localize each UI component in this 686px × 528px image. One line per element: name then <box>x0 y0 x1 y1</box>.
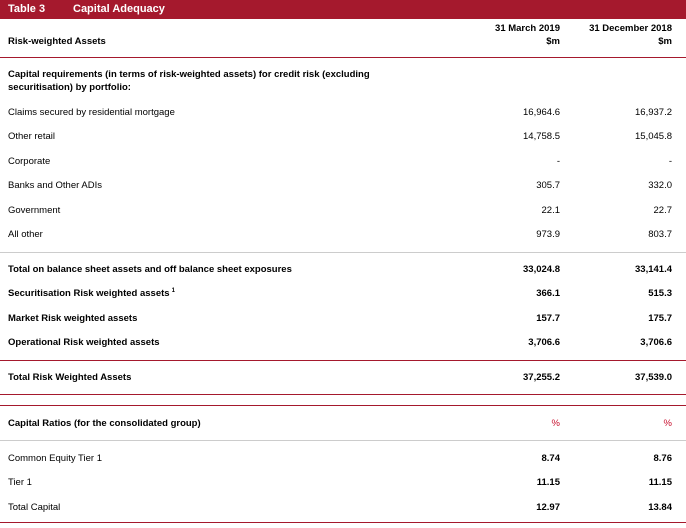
table-row-label: Government <box>8 205 61 216</box>
col1-date-header: 31 March 2019 <box>495 23 560 34</box>
table-row-label: Tier 1 <box>8 477 32 488</box>
table-row-value-2018: 22.7 <box>653 205 672 216</box>
table-row-label: Market Risk weighted assets <box>8 313 138 324</box>
table-row-value-2018: 3,706.6 <box>640 337 672 348</box>
table-bottom-rule <box>0 522 686 523</box>
table-row-value-2019: 12.97 <box>536 502 560 513</box>
credit-section-heading-1: Capital requirements (in terms of risk-weighted assets) for credit risk (excluding <box>8 69 370 80</box>
table-row-value-2018: - <box>668 156 672 167</box>
table-row-value-2019: 305.7 <box>536 180 560 191</box>
col2-unit-header: $m <box>658 36 672 47</box>
table-row-value-2019: 22.1 <box>541 205 560 216</box>
table-row-label: Banks and Other ADIs <box>8 180 102 191</box>
table-row-value-2018: 13.84 <box>648 502 672 513</box>
table-row-label: Other retail <box>8 131 55 142</box>
table-row-label <box>8 288 175 299</box>
ratios-divider <box>0 440 686 441</box>
table-row-value-2019: 11.15 <box>536 477 560 488</box>
header-divider <box>0 57 686 58</box>
credit-section-heading-2: securitisation) by portfolio: <box>8 82 131 93</box>
table-row-value-2018: 515.3 <box>648 288 672 299</box>
table-row-label: Corporate <box>8 156 51 167</box>
securitisation-label: Securitisation Risk weighted assets <box>8 288 170 299</box>
table-row-value-2018: 332.0 <box>648 180 672 191</box>
table-row-label: Operational Risk weighted assets <box>8 337 160 348</box>
section-divider <box>0 252 686 253</box>
table-row-value-2019: 33,024.8 <box>523 264 560 275</box>
table-row-value-2018: 803.7 <box>648 229 672 240</box>
table-title-bar <box>0 0 686 19</box>
col2-date-header: 31 December 2018 <box>589 23 672 34</box>
table-row-value-2018: 11.15 <box>648 477 672 488</box>
table-row-label: Claims secured by residential mortgage <box>8 107 175 118</box>
ratios-top-rule <box>0 405 686 406</box>
total-rwa-label: Total Risk Weighted Assets <box>8 372 132 383</box>
row-label-header: Risk-weighted Assets <box>8 36 106 47</box>
ratios-unit-2019: % <box>551 418 560 429</box>
total-rwa-value-2018: 37,539.0 <box>635 372 672 383</box>
table-row-value-2019: 3,706.6 <box>528 337 560 348</box>
table-number: Table 3 <box>8 3 46 15</box>
total-rwa-bottom-rule <box>0 394 686 395</box>
table-row-label: Total Capital <box>8 502 61 513</box>
col1-unit-header: $m <box>546 36 560 47</box>
table-row-value-2018: 16,937.2 <box>635 107 672 118</box>
table-row-value-2019: 157.7 <box>536 313 560 324</box>
table-row-value-2019: 16,964.6 <box>523 107 560 118</box>
table-row-value-2019: 973.9 <box>536 229 560 240</box>
ratios-unit-2018: % <box>663 418 672 429</box>
table-title: Capital Adequacy <box>73 3 165 15</box>
table-row-label: Common Equity Tier 1 <box>8 453 102 464</box>
table-row-value-2018: 15,045.8 <box>635 131 672 142</box>
table-row-value-2019: 8.74 <box>541 453 560 464</box>
table-row-value-2019: 366.1 <box>536 288 560 299</box>
table-row-label: All other <box>8 229 43 240</box>
table-row-label: Total on balance sheet assets and off balance sheet exposures <box>8 264 292 275</box>
total-rwa-value-2019: 37,255.2 <box>523 372 560 383</box>
footnote-marker: 1 <box>171 288 175 294</box>
ratios-heading: Capital Ratios (for the consolidated group) <box>8 418 201 429</box>
total-rwa-top-rule <box>0 360 686 361</box>
table-row-value-2018: 33,141.4 <box>635 264 672 275</box>
table-row-value-2018: 175.7 <box>648 313 672 324</box>
table-row-value-2019: 14,758.5 <box>523 131 560 142</box>
table-row-value-2019: - <box>556 156 560 167</box>
table-row-value-2018: 8.76 <box>653 453 672 464</box>
